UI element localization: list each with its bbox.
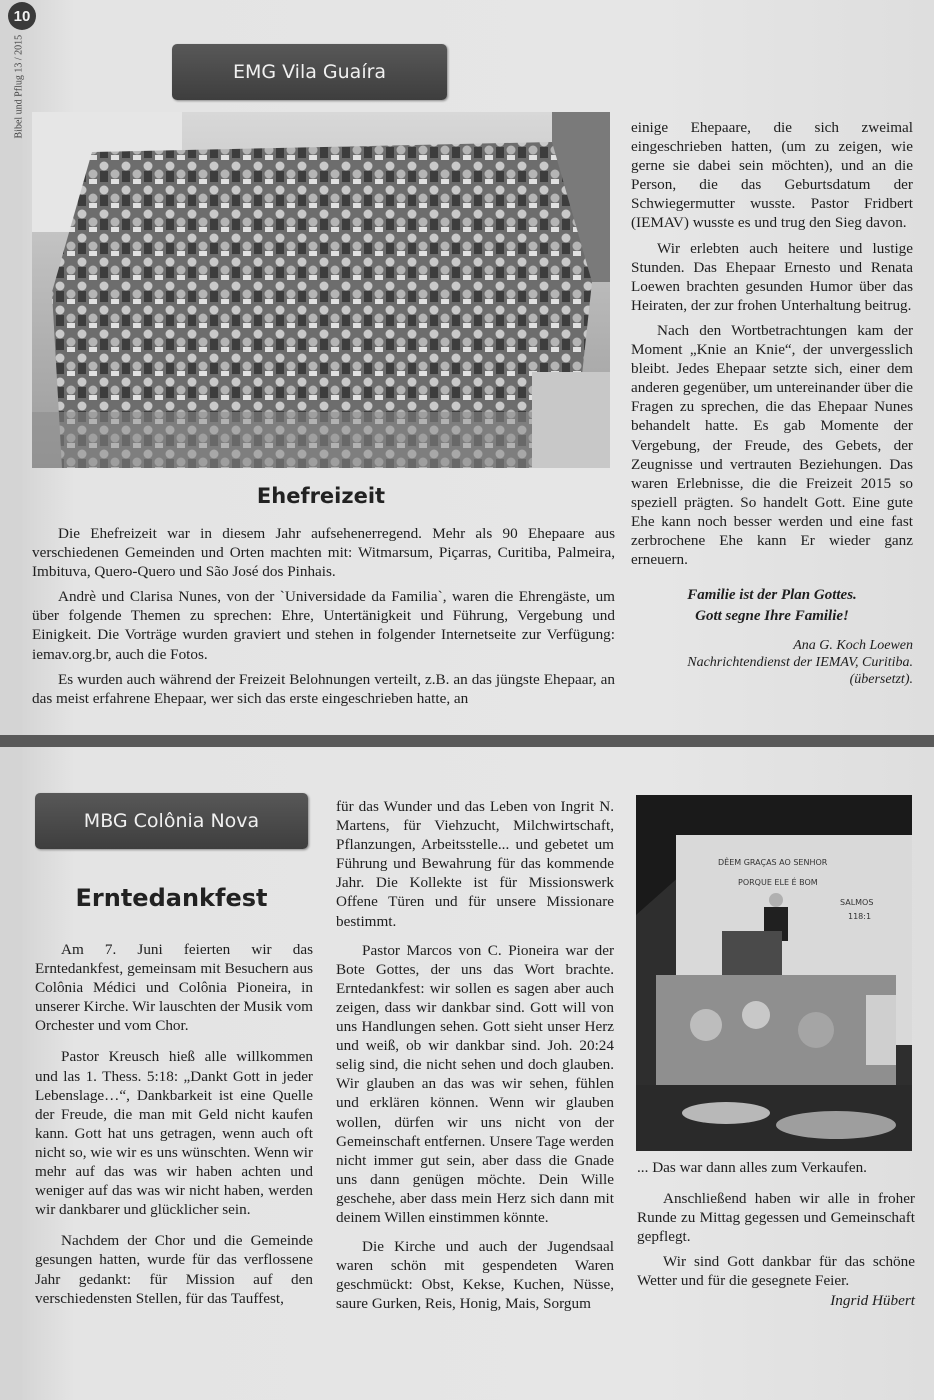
author-name: Ana G. Koch Loewen	[793, 638, 913, 654]
article2-col2-text	[336, 797, 614, 1319]
paragraph: Wir sind Gott dankbar für das schöne Wetter und für die gesegnete Feier.	[637, 1253, 915, 1290]
paragraph: Die Ehefreizeit war in diesem Jahr aufsehenerregend. Mehr als 90 Ehepaare aus verschiedenen Gemeinden und Orten machten mit: Witmarsum, Piçarras, Curitiba, Palmeira, Imbituva, Quero-Quero und São José dos Pinhais.	[32, 525, 615, 581]
section-divider	[0, 735, 934, 747]
author-name: Ingrid Hübert	[830, 1291, 915, 1309]
paragraph: Anschließend haben wir alle in froher Runde zu Mittag gegessen und Gemeinschaft gepflegt.	[637, 1190, 915, 1246]
page-margin	[0, 0, 22, 1400]
wall-text: PORQUE ELE É BOM	[738, 878, 818, 887]
group-photo-image	[32, 112, 610, 468]
paragraph: Pastor Kreusch hieß alle willkommen und las 1. Thess. 5:18: „Dankt Gott in jeder Lebenslage…“, Dankbarkeit ist eine Quelle der Freude, die man mit Geld nicht kaufen kann. Gott hat uns getragen, wenn auch oft nicht so, wie wir es uns wünschten. Wenn wir mehr auf das was wir haben achten und weniger auf das was wir nicht haben, werden wir dankbarer und glücklicher sein.	[35, 1048, 313, 1219]
wall-text: DÊEM GRAÇAS AO SENHOR	[718, 858, 828, 867]
section-banner-colonia-nova: MBG Colônia Nova	[35, 793, 308, 849]
paragraph: Andrè und Clarisa Nunes, von der `Universidade da Familia`, waren die Ehrengäste, um über folgende Themen zu sprechen: Ehre, Untertänigkeit und Führung, Vergebung und Einigkeit. Die Vorträge wurden graviert und stehen in folgender Internetseite zur Verfügung: iemav.org.br, auch die Fotos.	[32, 588, 615, 663]
paragraph: Es wurden auch während der Freizeit Belohnungen verteilt, z.B. an das jüngste Ehepaar, an das meist erfahrene Ehepaar, wer sich das erste eingeschrieben hatte, an	[32, 670, 615, 707]
wall-text: SALMOS	[840, 898, 874, 907]
article1-left-text	[32, 524, 615, 714]
closing-line: Gott segne Ihre Familie!	[695, 608, 849, 625]
article-heading-ehefreizeit: Ehefreizeit	[256, 484, 386, 508]
paragraph: einige Ehepaare, die sich zweimal eingeschrieben hatten, (um zu zeigen, wie gerne sie dabei sein möchten), und an die Person, die das Geburtsdatum der Schwiegermutter wusste. Pastor Fridbert (IEMAV) wusste es und trug den Sieg davon.	[631, 119, 913, 232]
page-number-badge: 10	[8, 2, 36, 30]
author-role: Nachrichtendienst der IEMAV, Curitiba.	[687, 655, 913, 671]
wall-text: 118:1	[848, 912, 872, 921]
article1-right-text	[631, 118, 913, 688]
article2-col3-text	[637, 1158, 915, 1316]
paragraph: Pastor Marcos von C. Pioneira war der Bote Gottes, der uns das Wort brachte. Erntedankfest: wir sollen es sagen aber auch zeigen, dass wir dankbar sind. Gott will von uns Handlungen sehen. Gott sieht unser Herz und weiß, ob wir dankbar sind. Joh. 20:24 selig sind, die nicht sehen und doch glauben. Wir glauben an das was wir sehen, fühlen und erklären können. Wenn wir glauben wollen, dürfen wir uns nicht von der Gemeinschaft entfernen. Unsere Tage werden nicht immer gut sein, aber dass die Gnade uns dann genügen möchte. Dein Wille geschehe, aber dass mein Herz sich dann mit deinem Willen einstimmen könnte.	[336, 941, 614, 1226]
church-photo	[636, 795, 912, 1151]
paragraph: Nachdem der Chor und die Gemeinde gesungen hatten, wurde für das verflossene Jahr gedankt: für Mission auf den verschiedensten Stellen, für das Tauffest,	[35, 1232, 313, 1307]
closing-line: Familie ist der Plan Gottes.	[687, 587, 857, 604]
photo-caption: ... Das war dann alles zum Verkaufen.	[637, 1159, 867, 1176]
church-photo-image	[636, 795, 912, 1151]
paragraph: Am 7. Juni feierten wir das Erntedankfest, gemeinsam mit Besuchern aus Colônia Médici und Colônia Pioneira, in unserer Kirche. Wir lauschten der Musik vom Orchester und vom Chor.	[35, 941, 313, 1035]
paragraph: Die Kirche und auch der Jugendsaal waren schön mit gespendeten Waren geschmückt: Obst, Kekse, Kuchen, Nüsse, saure Gurken, Reis, Honig, Mais, Sorgum	[336, 1238, 614, 1313]
article2-col1-text	[35, 940, 313, 1314]
section-banner-vila-guaira: EMG Vila Guaíra	[172, 44, 447, 100]
article1-signature	[631, 637, 913, 688]
translated-note: (übersetzt).	[849, 672, 913, 688]
paragraph: Wir erlebten auch heitere und lustige Stunden. Das Ehepaar Ernesto und Renata Loewen brachten gesunden Humor über das Heiraten, der zur frohen Unterhaltung beitrug.	[631, 239, 913, 314]
paragraph: für das Wunder und das Leben von Ingrit N. Martens, für Viehzucht, Milchwirtschaft, Pflanzungen, Arbeitsstelle... und gebetet um Führung und Bewahrung für das kommende Jahr. Die Kollekte ist für Missionswerk Offene Türen und für unsere Missionare bestimmt.	[336, 798, 614, 930]
group-photo	[32, 112, 610, 468]
closing-blessing	[631, 585, 913, 627]
paragraph: Nach den Wortbetrachtungen kam der Moment „Knie an Knie“, der unvergesslich bleibt. Jedes Ehepaar setzte sich, einer dem anderen gegenüber, um untereinander über die Fragen zu sprechen, die das Ehepaar Nunes behandelt hatte. Es gab Momente der Vergebung, der Freude, des Gebets, der Zeugnisse und vertrauten Beziehungen. Das waren Erlebnisse, die die Freizeit 2015 so speziell prägten. So handelt Gott. Eine gute Ehe kann noch besser werden und eine fast zerbrochene Ehe kann Er wieder ganz erneuern.	[631, 321, 913, 569]
spine-text: Bibel und Pflug 13 / 2015	[13, 34, 25, 139]
article-heading-erntedankfest: Erntedankfest	[75, 884, 268, 912]
